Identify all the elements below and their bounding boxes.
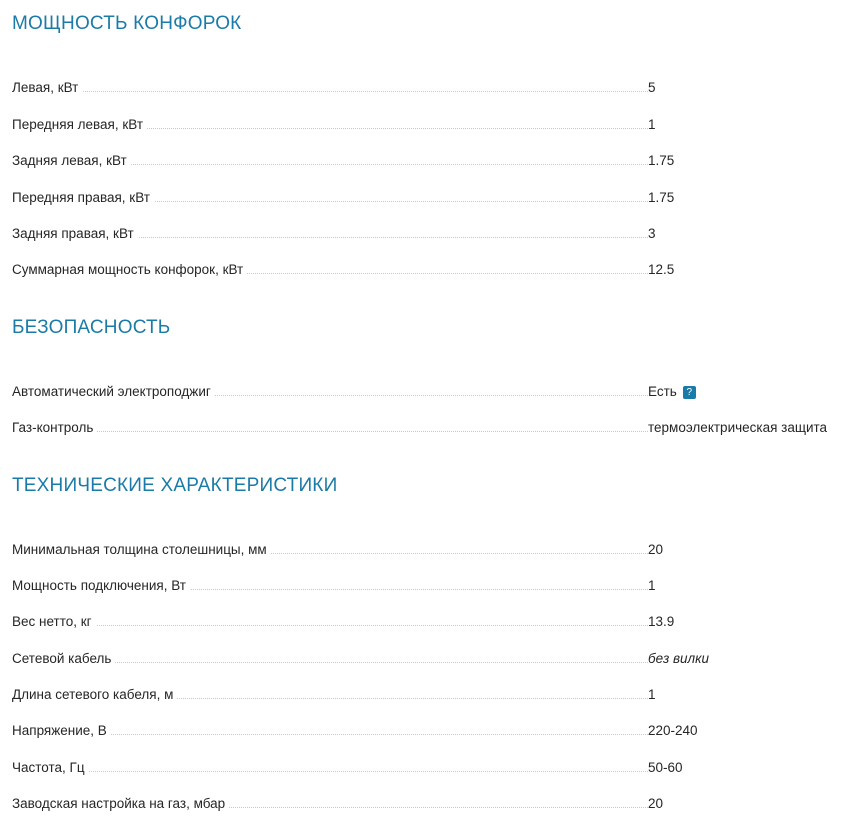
- spec-label-cell: [12, 363, 648, 399]
- spec-label-cell: [12, 169, 648, 205]
- spec-label-cell: [12, 206, 648, 242]
- table-row: [12, 60, 853, 96]
- spec-label-cell: [12, 60, 648, 96]
- spec-label: Частота, Гц: [12, 759, 89, 776]
- spec-value-cell: [648, 363, 853, 399]
- spec-label: Вес нетто, кг: [12, 613, 96, 630]
- spec-label: Суммарная мощность конфорок, кВт: [12, 261, 247, 278]
- spec-table: [12, 60, 853, 278]
- table-row: [12, 206, 853, 242]
- section-title: БЕЗОПАСНОСТЬ: [12, 317, 171, 339]
- spec-label-cell: [12, 558, 648, 594]
- table-row: [12, 558, 853, 594]
- spec-label: Задняя левая, кВт: [12, 152, 131, 169]
- spec-value: 12.5: [648, 262, 675, 278]
- spec-table: [12, 521, 853, 812]
- dotted-leader: [12, 431, 648, 432]
- help-icon[interactable]: ?: [683, 386, 696, 399]
- spec-label-cell: [12, 776, 648, 812]
- spec-value: 1.75: [648, 189, 675, 205]
- spec-value: 20: [648, 796, 664, 812]
- spec-value: Есть: [648, 383, 677, 399]
- dotted-leader: [12, 771, 648, 772]
- spec-value: 3: [648, 225, 656, 241]
- table-row: [12, 400, 853, 436]
- spec-label: Напряжение, В: [12, 722, 111, 739]
- spec-label: Автоматический электроподжиг: [12, 383, 215, 400]
- section-burner-power: [12, 0, 853, 278]
- dotted-leader: [12, 91, 648, 92]
- table-row: [12, 521, 853, 557]
- spec-label-cell: [12, 242, 648, 278]
- spec-label: Минимальная толщина столешницы, мм: [12, 541, 271, 558]
- spec-label-cell: [12, 703, 648, 739]
- spec-label-cell: [12, 630, 648, 666]
- spec-value: 1.75: [648, 153, 675, 169]
- spec-value: термоэлектрическая защита: [648, 420, 828, 436]
- spec-label: Передняя левая, кВт: [12, 116, 147, 133]
- table-row: [12, 96, 853, 132]
- spec-label-cell: [12, 96, 648, 132]
- spec-label-cell: [12, 667, 648, 703]
- spec-label-cell: [12, 133, 648, 169]
- spec-value: 20: [648, 541, 664, 557]
- spec-label: Передняя правая, кВт: [12, 189, 154, 206]
- spec-table: [12, 363, 853, 436]
- table-row: [12, 667, 853, 703]
- table-row: [12, 133, 853, 169]
- spec-label: Газ-контроль: [12, 419, 97, 436]
- spec-value: 50-60: [648, 759, 683, 775]
- section-title: ТЕХНИЧЕСКИЕ ХАРАКТЕРИСТИКИ: [12, 475, 338, 497]
- spec-label: Мощность подключения, Вт: [12, 577, 190, 594]
- spec-label: Левая, кВт: [12, 79, 82, 96]
- spec-label-cell: [12, 521, 648, 557]
- spec-value: 1: [648, 577, 656, 593]
- spec-label: Задняя правая, кВт: [12, 225, 138, 242]
- spec-label: Длина сетевого кабеля, м: [12, 686, 177, 703]
- table-row: [12, 630, 853, 666]
- section-safety: [12, 278, 853, 436]
- spec-value: без вилки: [648, 650, 710, 666]
- spec-value: 220-240: [648, 723, 698, 739]
- spec-value: 5: [648, 80, 656, 96]
- section-title: МОЩНОСТЬ КОНФОРОК: [12, 13, 242, 34]
- table-row: [12, 363, 853, 399]
- table-row: [12, 703, 853, 739]
- spec-label-cell: [12, 594, 648, 630]
- spec-value: 1: [648, 116, 656, 132]
- table-row: [12, 776, 853, 812]
- table-row: [12, 739, 853, 775]
- table-row: [12, 169, 853, 205]
- spec-value: 13.9: [648, 614, 675, 630]
- table-row: [12, 594, 853, 630]
- spec-label: Заводская настройка на газ, мбар: [12, 795, 229, 812]
- table-row: [12, 242, 853, 278]
- spec-label-cell: [12, 400, 648, 436]
- spec-value: 1: [648, 687, 656, 703]
- spec-label: Сетевой кабель: [12, 650, 115, 667]
- spec-label-cell: [12, 739, 648, 775]
- dotted-leader: [12, 625, 648, 626]
- section-technical-specs: [12, 436, 853, 812]
